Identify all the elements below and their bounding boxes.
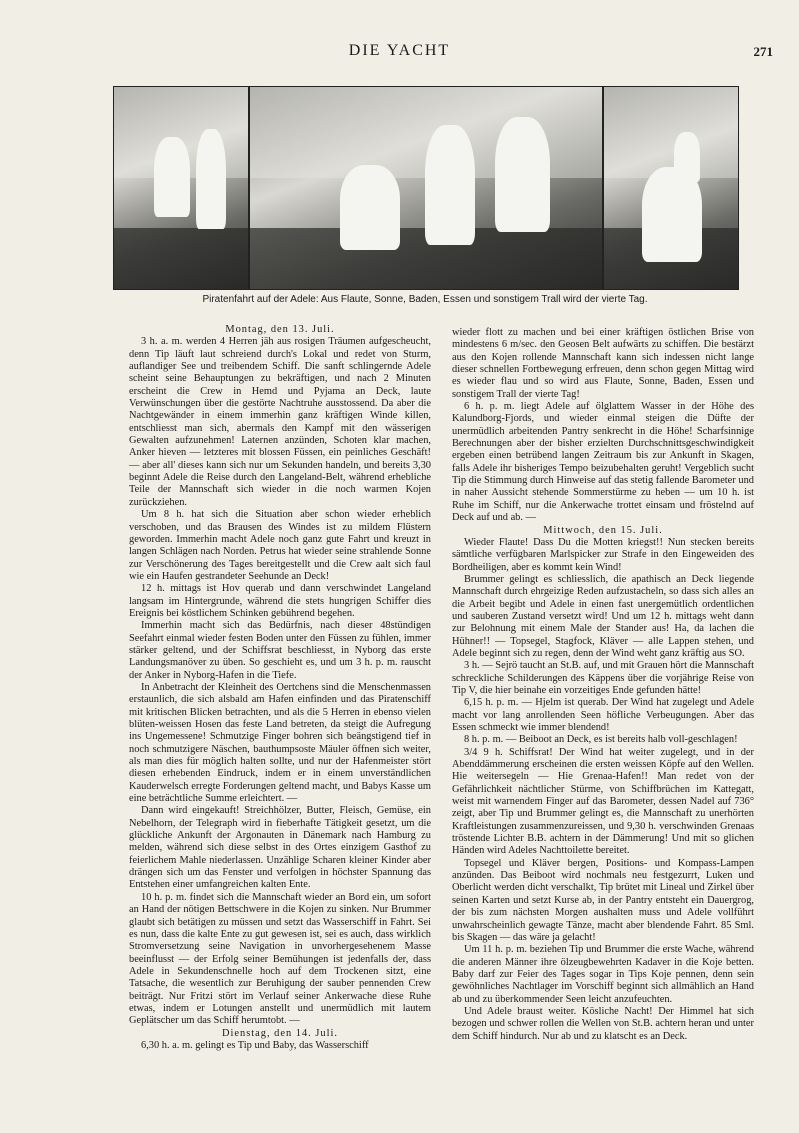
page-number: 271: [753, 44, 773, 59]
photo-strip: [113, 86, 737, 288]
paragraph: 12 h. mittags ist Hov querab und dann verschwindet Langeland langsam im Hintergrunde, während die stets hungrigen Schiffer dies Ereignis bei köstlichem Schinken gebührend begehen.: [129, 583, 431, 619]
paragraph: 3/4 9 h. Schiffsrat! Der Wind hat weiter zugelegt, und in der Abenddämmerung erscheinen die ersten weissen Köpfe auf den Wellen. Hie weitersegeln — Hie Grenaa-Hafen!! Man redet von der Gefährlichkeit nächtlicher Stürme, von Schiffbrüchen im Kattegatt, weist mit warnendem Finger auf das Barometer, dessen Nadel auf 736° zeigt, aber Tip und Brummer gelingt es, die Mannschaft zu unerhörten Kraftleistungen zusammenzureissen, und 9,30 h. verschwinden Grenaas tröstende Lichter B.B. achtern in der Dämmerung! Und mit so glichen Händen wird Adeles Nachttoilette bereitet.: [452, 746, 754, 857]
text-column-left: [129, 324, 431, 1052]
paragraph: Um 8 h. hat sich die Situation aber schon wieder erheblich verschoben, und das Brausen des Windes ist zu mildem Flüstern geworden. Immerhin macht Adele noch ganz gute Fahrt und kreuzt in langen Schlägen nach Norden. Petrus hat wieder seine strahlende Sonne zur Verschönerung des Tages bereitgestellt und die Crew aalt sich faul wie ein Haufen gestrandeter Seehunde an Deck!: [129, 509, 431, 582]
section-heading: Mittwoch, den 15. Juli.: [543, 524, 663, 536]
photo-right: [603, 86, 739, 290]
paragraph: Dann wird eingekauft! Streichhölzer, Butter, Fleisch, Gemüse, ein Nebelhorn, der Telegraph wird in fieberhafte Tätigkeit gesetzt, um die glückliche Ankunft der Argonauten in Dänemark nach Hamburg zu melden, während sich diese selbst in des Ortes einzigem Gasthof zu feierlichem Mahle niederlassen. Unzählige Scharen kleiner Kinder aber drängen sich um das Fenster und verfolgen in höchster Spannung das Entstehen einer umfangreichen kalten Ente.: [129, 805, 431, 891]
paragraph: Topsegel und Kläver bergen, Positions- und Kompass-Lampen anzünden. Das Beiboot wird nochmals neu festgezurrt, Luken und Oberlicht werden dicht verschalkt, Tip brütet mit Lineal und Zirkel über seinen Karten und setzt Kurse ab, in der Pantry entsteht ein Dauergrog, der bis zum nächsten Morgen aushalten muss und Adele vollführt unwahrscheinlich gewagte Tänze, macht aber blendende Fahrt. 85 Sml. bis Skagen — das wäre ja gelacht!: [452, 857, 754, 943]
photo-center: [249, 86, 603, 290]
paragraph: 10 h. p. m. findet sich die Mannschaft wieder an Bord ein, um sofort an Hand der nötigen Bettschwere in die Kojen zu sinken. Nur Brummer glaubt sich betätigen zu müssen und setzt das Wasserschiff in Fahrt. Sei es nun, dass die kalte Ente zu gut gewesen ist, sei es auch, dass wirklich Stromversetzung seine Navigation in unvorhergesehenem Masse beeinflusst — der Erfolg seiner Bemühungen ist jedenfalls der, dass Adele in Sekundenschnelle hoch auf dem Trockenen sitzt, eine Tatsache, die wesentlich zur Beruhigung der sauber pennenden Crew beiträgt. Nur Fritzi stört im Verlauf seiner Ankerwache diese Ruhe etwas, indem er Lotungen anstellt und unermüdlich mit lautem Geplätscher um das Schiff herumtobt. —: [129, 891, 431, 1027]
paragraph: Wieder Flaute! Dass Du die Motten kriegst!! Nun stecken bereits sämtliche verfügbaren Marlspicker zur Strafe in den Eingeweiden des Bordheiligen, aber es kommt kein Wind!: [452, 536, 754, 573]
paragraph: Brummer gelingt es schliesslich, die apathisch an Deck liegende Mannschaft durch ehrgeizige Reden aufzustacheln, so dass sich alles an die Arbeit begibt und Adele in einen fast unergemütlich ordentlichen und sauberen Zustand versetzt wird! Und um 12 h. mittags weht dann zur Belohnung mit einem Male der Stander aus! Ha, da lachen die Hühner!! — Topsegel, Stagfock, Kläver — alle Lappen stehen, und Adele beginnt sich zu regen, denn der Wind weht ganz kräftig aus SO.: [452, 573, 754, 659]
paragraph: Immerhin macht sich das Bedürfnis, nach dieser 48stündigen Seefahrt einmal wieder festen Boden unter den Füssen zu fühlen, immer stärker geltend, und der Schiffsrat beschliesst, in Nyborg das erste Landungsmanöver zu üben. So geschieht es, und um 3 h. p. m. rauscht der Anker in Nyborg-Hafen in die Tiefe.: [129, 620, 431, 681]
paragraph: 6 h. p. m. liegt Adele auf ölglattem Wasser in der Höhe des Kalundborg-Fjords, und wieder einmal steigen die Düfte der unermüdlich arbeitenden Pantry senkrecht in die Höhe! Scharfsinnige Berechnungen aber der bisher erzielten Durchschnittsgeschwindigkeit ergeben einen betrübend langen Zeitraum bis zur Ankunft in Skagen, falls Adele ihr bisheriges Tempo beizubehalten geruht! Vergeblich sucht Tip die Stimmung durch Hinweise auf das stetig fallende Barometer und in naher Aussicht stehende Sommerstürme zu heben — um 10 h. ist Ruhe im Schiff, nur die Ankerwache trottet einsam und fröstelnd auf Deck auf und ab. —: [452, 401, 754, 524]
paragraph: 6,15 h. p. m. — Hjelm ist querab. Der Wind hat zugelegt und Adele macht vor lang anrollenden Seen höfliche Verbeugungen. Aber das Essen schmeckt wie immer blendend!: [452, 697, 754, 733]
figure-caption: Piratenfahrt auf der Adele: Aus Flaute, Sonne, Baden, Essen und sonstigem Trall wird der vierte Tag.: [202, 294, 648, 305]
section-heading: Montag, den 13. Juli.: [225, 324, 335, 335]
paragraph: In Anbetracht der Kleinheit des Oertchens sind die Menschenmassen erstaunlich, die sich alsbald am Hafen einfinden und das Piratenschiff mit kritischen Blicken betrachten, und als die 5 Herren in ebenso vielen blüten-weissen Hosen das feste Land betreten, da steigt die Aufregung ins Ungemessene! Schmutzige Finger bohren sich beängstigend tief in noch schmutzigere Näschen, bauthumpsoste Mäuler öffnen sich weiter, als man dies für möglich halten sollte, und nur der Hafenmeister stört diesen erhebenden Eindruck, indem er in einem unverständlichen Kauderwelsch erregte Forderungen geltend macht, und Babys Kasse um eine beträchtliche Summe erleichtert. —: [129, 681, 431, 805]
paragraph: 6,30 h. a. m. gelingt es Tip und Baby, das Wasserschiff: [141, 1039, 369, 1051]
section-heading: Dienstag, den 14. Juli.: [222, 1027, 338, 1039]
photo-left: [113, 86, 249, 290]
paragraph: Und Adele braust weiter. Kösliche Nacht! Der Himmel hat sich bezogen und schwer rollen die Wellen von St.B. achtern heran und unter dem Schiff hindurch. Nur ab und zu klatscht es an Deck.: [452, 1005, 754, 1042]
paragraph: 3 h. — Sejrö taucht an St.B. auf, und mit Grauen hört die Mannschaft schreckliche Schilderungen des Käppens über die vorjährige Reise von Tip V, die hier beinahe ein vorzeitiges Ende gefunden hätte!: [452, 660, 754, 696]
page-header-title: DIE YACHT: [348, 42, 451, 59]
paragraph: 3 h. a. m. werden 4 Herren jäh aus rosigen Träumen aufgescheucht, denn Tip läuft laut schreiend durch's Lokal und redet von Sturm, auflandiger See und treibendem Schiff. Die sanft schlingernde Adele scheint seine Behauptungen zu bekräftigen, und nach 2 Minuten erscheint die Crew in Hemd und Pyjama an Deck, laute Verwünschungen über die gestörte Nachtruhe ausstossend. Da aber die Nachtgewänder in einem immerhin ganz kräftigen Winde killen, entschliesst man sich, abermals den Kampf mit den wässerigen Gewalten aufzunehmen! Laternen anzünden, Schoten klar machen, Anker hieven — letzteres mit blossen Füssen, ein peinliches Geschäft! — aber all' dieses kann sich nur um Sekunden handeln, und bereits 3,30 beginnt Adele die Reise durch den Langeland-Belt, während erhebliche Teile der Mannschaft sich wieder in die noch warmen Kojen zurückziehen.: [129, 336, 431, 508]
text-column-right: [452, 327, 754, 1043]
paragraph: wieder flott zu machen und bei einer kräftigen östlichen Brise von mindestens 6 m/sec. den Geosen Belt aufwärts zu schiffen. Die bestärzt aus den Kojen rollende Mannschaft kann sich indessen nicht lange dieser schnellen Fortbewegung erfreuen, denn schon gegen Mittag wird es wieder flau und so wird aus Flaute, Sonne, Baden, Essen und sonstigem Trall der vierte Tag!: [452, 327, 754, 400]
paragraph: 8 h. p. m. — Beiboot an Deck, es ist bereits halb voll-geschlagen!: [464, 734, 738, 746]
paragraph: Um 11 h. p. m. beziehen Tip und Brummer die erste Wache, während die anderen Männer ihre ölzeugbewehrten Kadaver in die Koje betten. Baby darf zur Feier des Tages sogar in Tips Koje pennen, denn sein gewöhnliches Nachtlager im Vorschiff beginnt sich allmählich an Hand ab und zu überkommender Seen leicht anzufeuchten.: [452, 944, 754, 1005]
